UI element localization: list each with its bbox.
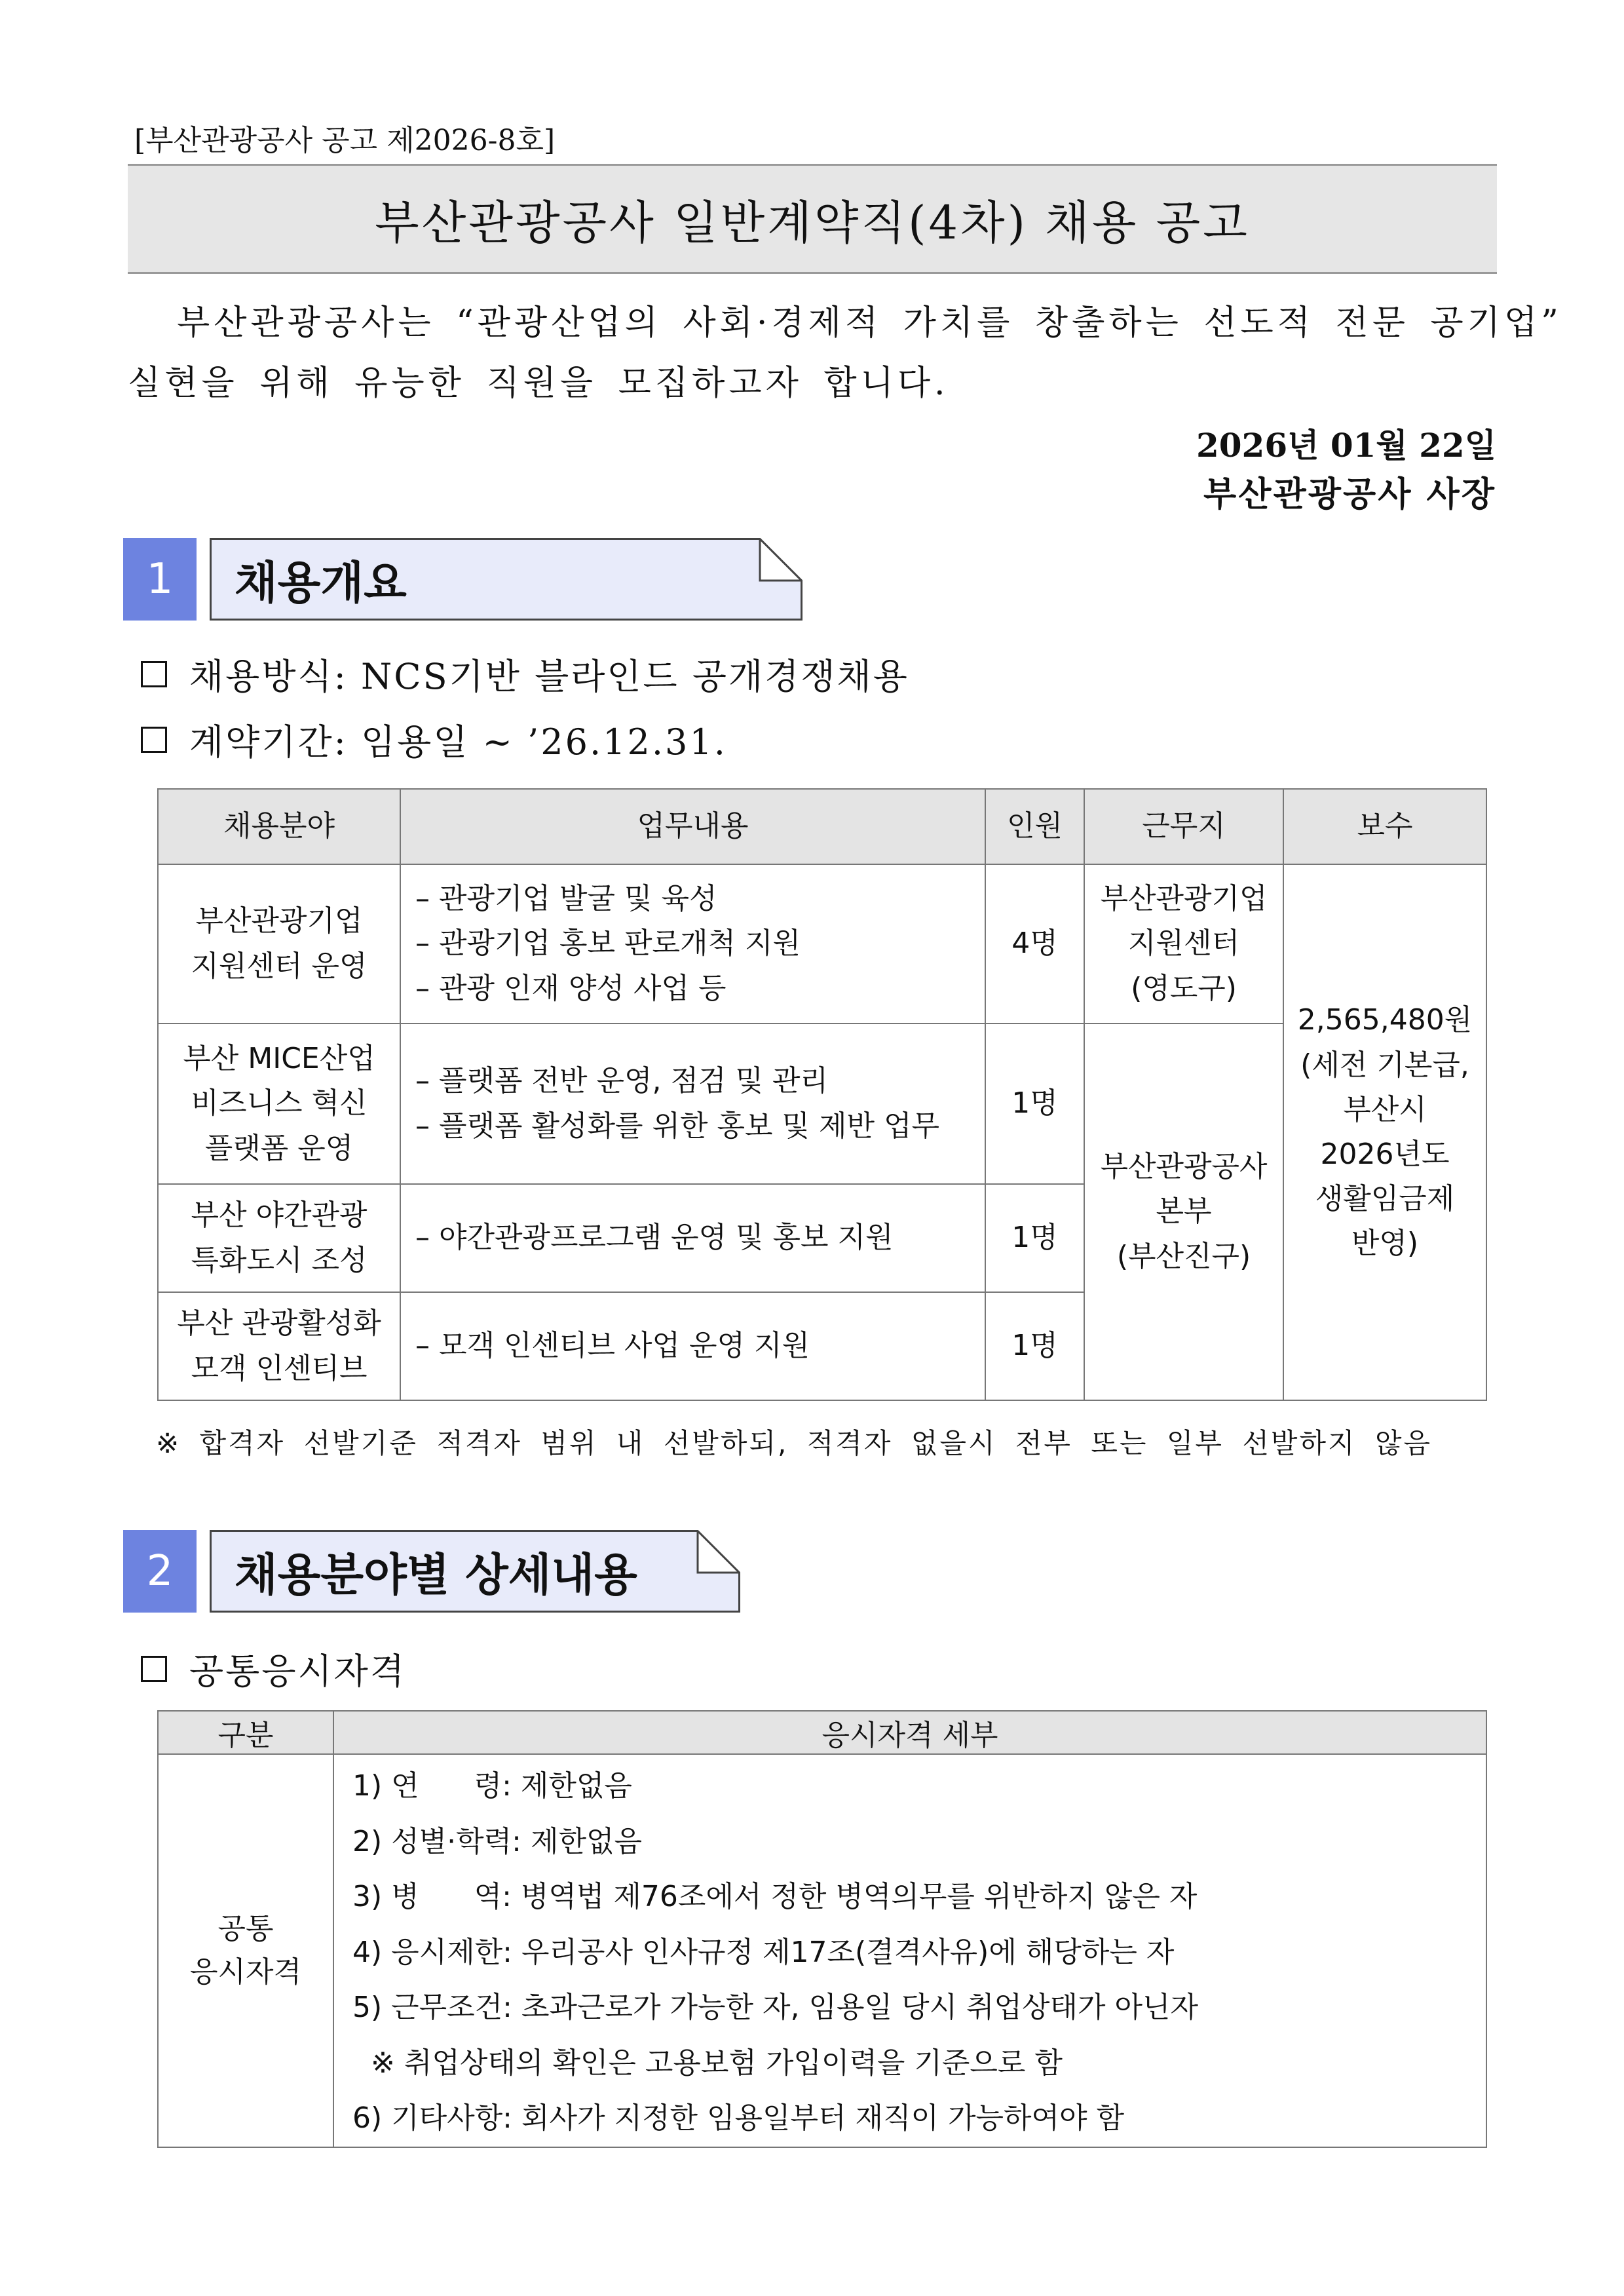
table-row <box>158 1754 1486 2147</box>
field-text: 비즈니스 혁신 <box>191 1086 368 1120</box>
location-text: 부산관광기업 <box>1100 882 1268 916</box>
category-text: 공통 <box>217 1911 274 1945</box>
section-2-number: 2 <box>123 1530 197 1613</box>
field-text: 부산 관광활성화 <box>177 1307 381 1341</box>
salary-text: 2026년도 <box>1320 1138 1450 1171</box>
checkbox-icon <box>141 661 167 687</box>
salary-text: 부산시 <box>1343 1092 1427 1126</box>
duty-text: – 플랫폼 활성화를 위한 홍보 및 제반 업무 <box>415 1109 939 1143</box>
duties-cell <box>400 1024 985 1184</box>
duties-cell <box>400 864 985 1024</box>
table-header-row <box>158 789 1486 864</box>
field-cell <box>158 1292 400 1400</box>
checkbox-icon <box>141 727 167 753</box>
duty-text: – 플랫폼 전반 운영, 점검 및 관리 <box>415 1064 828 1098</box>
qualification-military: 3) 병 역: 병역법 제76조에서 정한 병역의무를 위반하지 않은 자 <box>352 1880 1198 1913</box>
qualification-age: 1) 연 령: 제한없음 <box>352 1769 632 1803</box>
field-cell <box>158 1024 400 1184</box>
salary-text: (세전 기본급, <box>1300 1048 1469 1082</box>
qualification-note: ※ 취업상태의 확인은 고용보험 가입이력을 기준으로 함 <box>371 2046 1063 2080</box>
duty-text: – 모객 인센티브 사업 운영 지원 <box>415 1329 810 1363</box>
header-detail: 응시자격 세부 <box>333 1711 1486 1754</box>
field-cell <box>158 1184 400 1292</box>
header-duties: 업무내용 <box>400 789 985 864</box>
page-title: 부산관광공사 일반계약직(4차) 채용 공고 <box>375 195 1250 250</box>
field-cell <box>158 864 400 1024</box>
header-category: 구분 <box>158 1711 333 1754</box>
count-cell: 1명 <box>985 1024 1084 1184</box>
header-field: 채용분야 <box>158 789 400 864</box>
duty-text: – 관광기업 홍보 판로개척 지원 <box>415 927 801 961</box>
header-location: 근무지 <box>1084 789 1283 864</box>
announcement-date: 2026년 01월 22일 <box>1196 426 1496 465</box>
header-salary: 보수 <box>1283 789 1486 864</box>
location-text: (부산진구) <box>1116 1239 1251 1273</box>
duty-text: – 야간관광프로그램 운영 및 홍보 지원 <box>415 1221 894 1255</box>
location-text: 부산관광공사 <box>1100 1150 1268 1184</box>
recruitment-table <box>157 788 1487 1401</box>
section-2-title-box <box>210 1530 740 1613</box>
location-cell <box>1084 864 1283 1024</box>
field-text: 부산 야간관광 <box>191 1198 368 1233</box>
common-qualification-text: 공통응시자격 <box>189 1651 406 1692</box>
field-text: 모객 인센티브 <box>191 1351 368 1385</box>
contract-period-item <box>141 714 727 765</box>
location-cell <box>1084 1024 1283 1400</box>
category-cell <box>158 1754 333 2147</box>
duty-text: – 관광기업 발굴 및 육성 <box>415 882 717 916</box>
section-1-number: 1 <box>123 538 197 621</box>
header-count: 인원 <box>985 789 1084 864</box>
common-qualification-item <box>141 1643 406 1694</box>
count-cell: 1명 <box>985 1292 1084 1400</box>
table-header-row <box>158 1711 1486 1754</box>
count-cell: 1명 <box>985 1184 1084 1292</box>
qualification-other: 6) 기타사항: 회사가 지정한 임용일부터 재직이 가능하여야 함 <box>352 2101 1124 2135</box>
field-text: 플랫폼 운영 <box>204 1131 354 1165</box>
recruit-method-item <box>141 649 909 699</box>
category-text: 응시자격 <box>189 1955 301 1989</box>
field-text: 부산관광기업 <box>195 904 363 938</box>
location-text: 본부 <box>1156 1195 1212 1229</box>
intro-line-1: 부산관광공사는 “관광산업의 사회·경제적 가치를 창출하는 선도적 전문 공기업” <box>177 303 1562 343</box>
field-text: 특화도시 조성 <box>191 1243 368 1277</box>
location-text: (영도구) <box>1131 971 1237 1005</box>
notice-number: [부산관광공사 공고 제2026-8호] <box>134 124 556 157</box>
contract-period-text: 계약기간: 임용일 ~ ’26.12.31. <box>189 721 727 763</box>
qualification-gender-education: 2) 성별·학력: 제한없음 <box>352 1824 642 1858</box>
checkbox-icon <box>141 1656 167 1682</box>
section-1-title: 채용개요 <box>235 557 407 609</box>
salary-text: 2,565,480원 <box>1297 1003 1473 1037</box>
salary-text: 반영) <box>1351 1227 1419 1261</box>
duties-cell <box>400 1184 985 1292</box>
title-banner <box>128 164 1497 274</box>
location-text: 지원센터 <box>1127 927 1239 961</box>
qualification-restriction: 4) 응시제한: 우리공사 인사규정 제17조(결격사유)에 해당하는 자 <box>352 1935 1175 1969</box>
qualification-work-condition: 5) 근무조건: 초과근로가 가능한 자, 임용일 당시 취업상태가 아닌자 <box>352 1991 1198 2024</box>
salary-cell <box>1283 864 1486 1400</box>
duty-text: – 관광 인재 양성 사업 등 <box>415 971 727 1005</box>
detail-cell <box>333 1754 1486 2147</box>
duties-cell <box>400 1292 985 1400</box>
section-2-title: 채용분야별 상세내용 <box>235 1549 637 1601</box>
selection-note: ※ 합격자 선발기준 적격자 범위 내 선발하되, 적격자 없을시 전부 또는 일부 선발하지 않음 <box>156 1427 1433 1459</box>
signer: 부산관광공사 사장 <box>1203 474 1496 514</box>
field-text: 지원센터 운영 <box>191 949 368 983</box>
section-1-title-box <box>210 538 803 621</box>
table-row <box>158 864 1486 1024</box>
salary-text: 생활임금제 <box>1315 1182 1455 1216</box>
qualification-table <box>157 1710 1487 2148</box>
recruit-method-text: 채용방식: NCS기반 블라인드 공개경쟁채용 <box>189 656 909 697</box>
count-cell: 4명 <box>985 864 1084 1024</box>
intro-line-2: 실현을 위해 유능한 직원을 모집하고자 합니다. <box>128 364 949 403</box>
field-text: 부산 MICE산업 <box>183 1042 375 1076</box>
